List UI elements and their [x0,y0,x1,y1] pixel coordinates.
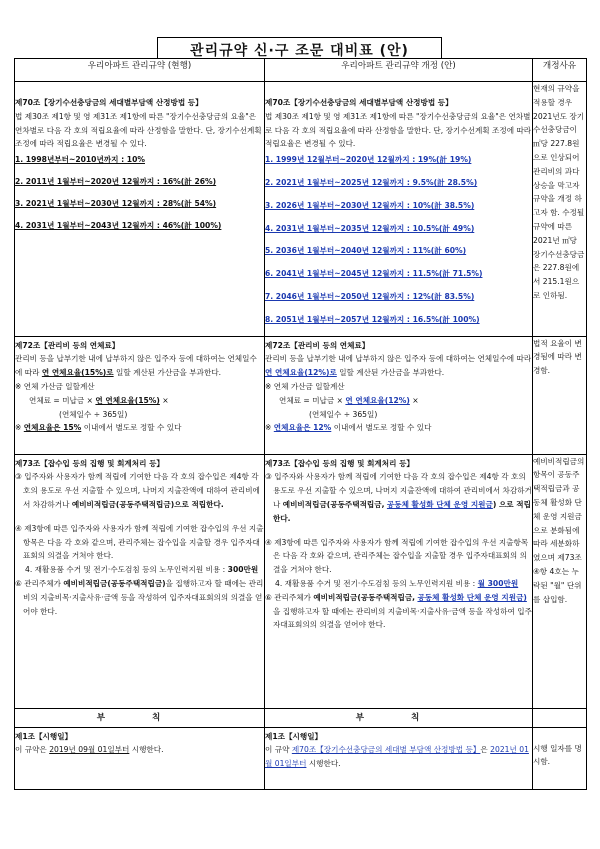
art73-current-p4-item-a: 4. 재활용품 수거 및 전기·수도검침 등의 노무인력지원 비용 : [25,565,226,575]
header-reason: 개정사유 [533,59,587,82]
art73-current-p4-item-b: 300만원 [227,565,259,575]
art72-proposed-formula-c: × [412,395,419,405]
art73-proposed-p3-b: 예비비적립금(공동주택적립금, [282,499,385,509]
supplement-header-current: 부 칙 [15,708,265,727]
art70-proposed-rate: 1. 1999년 12월부터~2020년 12월까지 : 19%(計 19%) [265,155,472,165]
art73-proposed-p3-a: ③ 입주자와 사용자가 함께 적립에 기여한 다음 각 호의 잡수입은 제4항 각 호의 용도로 우선 지출할 수 있으며, 나머지 지출잔액에 대하여 관리비에서 차감하거나 [265,472,532,509]
page-title: 관리규약 신·구 조문 대비표 (안) [157,37,442,65]
art72-proposed-heading: 제72조【관리비 등의 연체료】 [265,340,370,350]
art72-current [15,336,265,454]
art72-proposed [265,336,533,454]
art72-proposed-note2-c: 이내에서 별도로 정할 수 있다 [333,423,432,433]
art72-proposed-rate: 연 연체요율(12%)로 [265,368,337,378]
supplement-current-heading: 제1조【시행일】 [15,731,73,741]
supplement-proposed-date: 2021년 01월 01일부터 [265,745,529,769]
art73-current-p4-item [15,563,264,577]
art70-current-rate: 3. 2021년 1월부터~2030년 12월까지 : 28%(計 54%) [15,198,217,208]
art70-proposed-rate: 6. 2041년 1월부터~2045년 12월까지 : 11.5%(計 71.5%) [265,269,483,279]
table-row-art70 [15,82,587,337]
table-row-supplement [15,727,587,789]
art72-proposed-note2 [265,421,532,435]
supplement-proposed-body-c: 시행한다. [308,759,341,769]
art70-proposed-rate: 5. 2036년 1월부터~2040년 12월까지 : 11%(計 60%) [265,246,467,256]
comparison-table [14,58,587,790]
art70-proposed-rate: 2. 2021년 1월부터~2025년 12월까지 : 9.5%(計 28.5%) [265,177,478,187]
art73-current-p6 [15,577,264,618]
art72-current-formula-c: × [162,395,169,405]
art72-current-formula [15,394,264,408]
supplement-header-reason [533,708,587,727]
art73-proposed-p6 [265,591,532,632]
art73-proposed-heading: 제73조【잡수입 등의 집행 및 회계처리 등】 [265,458,415,468]
art72-current-heading: 제72조【관리비 등의 연체료】 [15,340,120,350]
art73-current-p4: ④ 제3항에 따른 입주자와 사용자가 함께 적립에 기여한 잡수입의 우선 지출항목은 다음 각 호와 같으며, 관리주체는 잡수입을 지출할 경우 입주자대표회의 의결을 거쳐야 한다. [15,523,264,561]
art72-current-formula-d: (연체일수 ÷ 365일) [59,409,128,419]
supplement-proposed-body-a: 이 규약 [265,745,290,755]
art70-current-heading: 제70조【장기수선충당금의 세대별부담액 산정방법 등】 [15,98,203,107]
art73-current-p3 [15,470,264,511]
supplement-current [15,727,265,789]
art72-proposed-note2-b: 연체요율은 12% [273,423,332,433]
supplement-proposed-art-ref: 제70조【장기수선충당금의 세대별 부담액 산정방법 등】 [291,745,481,755]
art72-current-formula-b: 연 연체요율(15%) [95,395,160,405]
art70-proposed [265,82,533,337]
art72-current-body [15,352,264,380]
art72-proposed-formula [265,394,532,408]
art72-reason: 법적 요율이 변경됨에 따라 변경함. [533,336,587,454]
art73-proposed-p3-d: ) 으로 적립한다. [273,499,531,523]
art72-proposed-body-a: 관리비 등을 납부기한 내에 납부하지 않은 입주자 등에 대하여는 연체일수에 따라 [265,354,532,364]
supplement-proposed [265,727,533,789]
art70-proposed-rate: 8. 2051년 1월부터~2057년 12월까지 : 16.5%(計 100%) [265,314,480,324]
art72-current-note2-a: ※ [15,423,22,433]
art72-current-note2-b: 연체요율은 15% [23,423,82,433]
art73-proposed-p4-item [265,577,532,591]
supplement-proposed-body [265,743,532,771]
art70-proposed-rate: 7. 2046년 1월부터~2050년 12월까지 : 12%(計 83.5%) [265,291,475,301]
art72-proposed-note2-a: ※ [265,423,272,433]
art73-proposed-p4: ④ 제3항에 따른 입주자와 사용자가 함께 적립에 기여한 잡수입의 우선 지출항목은 다음 각 호와 같으며, 관리주체는 잡수입을 지출할 경우 입주자대표회의 의결을 거쳐야 한다. [265,537,529,575]
art70-reason: 현재의 규약을 적용할 경우 2021년도 장기수선충당금이 ㎡당 227.8원으로 인상되어 관리비의 과다 상승을 막고자 규약을 개정 하고자 함. 수정될 규약에 따른 2021년 ㎡당 장기수선충당금은 227.8원에서 215.1원으로 인하됨. [533,82,587,337]
art72-proposed-body-b: 일할 계산된 가산금을 부과한다. [339,368,445,378]
art72-current-rate: 연 연체요율(15%)로 [41,368,114,378]
art72-proposed-formula-b: 연 연체요율(12%) [345,395,410,405]
art72-proposed-body [265,352,532,380]
art72-current-note2 [15,421,264,435]
art70-proposed-heading: 제70조【장기수선충당금의 세대별부담액 산정방법 등】 [265,98,453,107]
art70-proposed-rate: 4. 2031년 1월부터~2035년 12월까지 : 10.5%(計 49%) [265,223,475,233]
supplement-header-proposed: 부 칙 [265,708,533,727]
art70-current-body: 법 제30조 제1항 및 영 제31조 제1항에 따른 "장기수선충당금의 요율"은 연차별로 다음 각 호의 적립요율에 따라 산정함을 말한다. 단, 장기수선계획 조정에 따라 적립요율은 변경될 수 있다. [15,111,262,149]
supplement-current-body-a: 이 규약은 [15,745,47,755]
art70-current [15,82,265,337]
art73-proposed [265,454,533,708]
art73-proposed-p6-b: 예비비적립금(공동주택적립금, [313,592,416,602]
art72-proposed-note1: ※ 연체 가산금 일할계산 [265,381,345,391]
art73-current-p6-b: 예비비적립금(공동주택적립금) [63,578,166,588]
supplement-current-body-b: 시행한다. [131,745,164,755]
art73-current-heading: 제73조【잡수입 등의 집행 및 회계처리 등】 [15,458,165,468]
art73-current-p6-c: 을 집행하고자 할 때에는 관리비의 지출비목·지출사유·금액 등을 작성하여 입주자대표회의의 의결을 얻어야 한다. [23,578,264,616]
art73-proposed-p4-item-b: 월 300만원 [477,578,519,588]
supplement-proposed-body-b: 은 [480,745,488,755]
art73-proposed-p6-d: 을 집행하고자 할 때에는 관리비의 지출비목·지출사유·금액 등을 작성하여 입주자대표회의의 의결을 얻어야 한다. [273,606,532,630]
art73-current-p3-a: ③ 입주자와 사용자가 함께 적립에 기여한 다음 각 호의 잡수입은 제4항 각 호의 용도로 우선 지출할 수 있으며, 나머지 지출잔액에 대하여 관리비에서 차감하거나 [15,472,260,509]
art73-current [15,454,265,708]
art73-proposed-p3-c: 공동체 활성화 단체 운영 지원금 [386,499,493,509]
art72-current-note2-c: 이내에서 별도로 정할 수 있다 [83,423,182,433]
art70-current-rate: 1. 1998년부터~2010년까지 : 10% [15,155,145,165]
supplement-reason: 시행 일자를 명시함. [533,727,587,789]
supplement-current-body [15,743,264,757]
art73-proposed-p6-a: ⑥ 관리주체가 [265,592,311,602]
art72-proposed-formula-a: 연체료 = 미납금 × [279,395,343,405]
art73-proposed-p3 [265,470,532,525]
header-current: 우리아파트 관리규약 (현행) [15,59,265,82]
art73-reason: 예비비적립금의 항목이 공동주택적립금과 공동체 활성화 단체 운영 지원금으로 분화됨에 따라 세분화하였으며 제73조 ④항 4호는 누락된 "월" 단위를 삽입함. [533,454,587,708]
art72-current-formula-a: 연체료 = 미납금 × [29,395,93,405]
art72-current-note1: ※ 연체 가산금 일할계산 [15,381,95,391]
art70-current-rate: 4. 2031년 1월부터~2043년 12월까지 : 46%(計 100%) [15,220,222,230]
supplement-current-date: 2019년 09월 01일부터 [49,745,130,755]
supplement-proposed-heading: 제1조【시행일】 [265,731,323,741]
table-row-art73 [15,454,587,708]
header-proposed: 우리아파트 관리규약 개정 (안) [265,59,533,82]
art70-proposed-rate: 3. 2026년 1월부터~2030년 12월까지 : 10%(計 38.5%) [265,200,475,210]
table-row-art72 [15,336,587,454]
art73-proposed-p4-item-a: 4. 재활용품 수거 및 전기·수도검침 등의 노무인력지원 비용 : [275,578,476,588]
art70-current-rate: 2. 2011년 1월부터~2020년 12월까지 : 16%(計 26%) [15,176,217,186]
art72-current-body-a: 관리비 등을 납부기한 내에 납부하지 않은 입주자 등에 대하여는 연체일수에 따라 [15,354,257,378]
art70-proposed-body: 법 제30조 제1항 및 영 제31조 제1항에 따른 "장기수선충당금의 요율"은 연차별로 다음 각 호의 적립요율에 따라 산정함을 말한다. 단, 장기수선계획 조정에 따라 적립요율은 변경될 수 있다. [265,111,532,149]
art73-current-p3-b: 예비비적립금(공동주택적립금)으로 적립한다. [71,499,224,509]
table-row-supplement-header [15,708,587,727]
art72-proposed-formula-d: (연체일수 ÷ 365일) [309,409,378,419]
art73-proposed-p6-c: 공동체 활성화 단체 운영 지원금) [417,592,527,602]
art73-current-p6-a: ⑥ 관리주체가 [15,578,61,588]
art72-current-body-b: 일할 계산된 가산금을 부과한다. [116,368,222,378]
table-header-row [15,59,587,82]
